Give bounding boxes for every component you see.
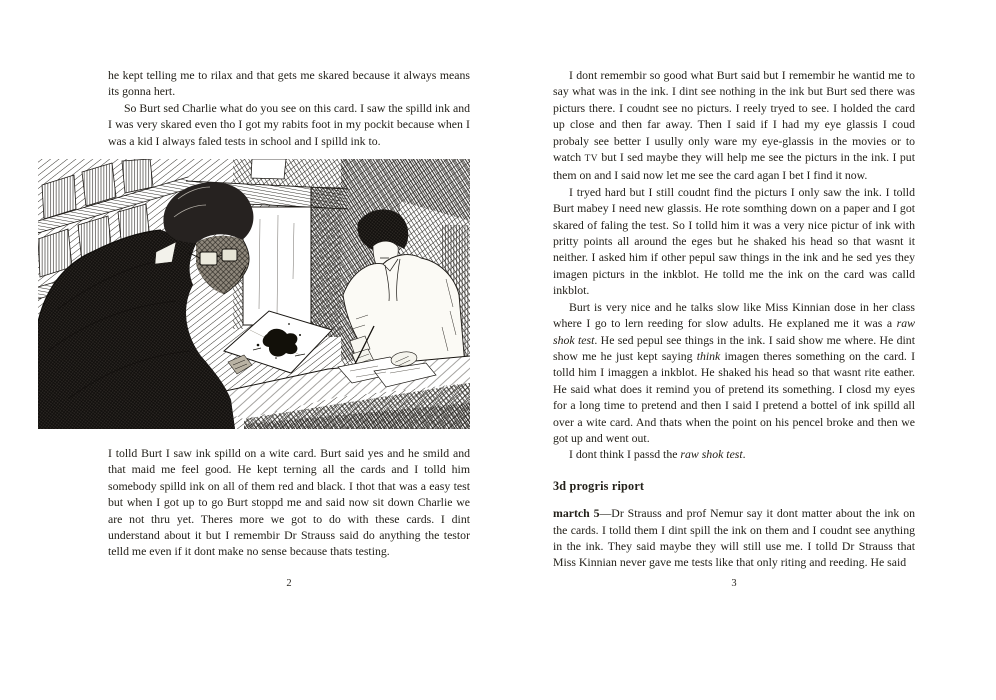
paragraph [553, 299, 915, 447]
illustration-svg [38, 159, 470, 429]
text-segment: but I sed maybe they will help me see the picturs in the ink. I put them on and I said now let me see the card agan I bet I find it now. [553, 150, 915, 183]
paragraph [553, 184, 915, 299]
text-segment: raw shok test [680, 447, 743, 462]
text-segment: TV [584, 154, 598, 165]
page-number-left: 2 [286, 578, 292, 589]
text-segment: Burt is very nice and he talks slow like Miss Kinnian dose in her class where I go to lern reeding for slow adults. He explaned me it was a [553, 299, 915, 331]
text-segment: I dont think I passd the [569, 447, 681, 462]
text-segment: . [742, 447, 746, 462]
right-page [553, 67, 915, 571]
illustration [38, 159, 470, 429]
text-segment: martch 5 [553, 506, 600, 521]
paragraph [553, 67, 915, 184]
text-segment: So Burt sed Charlie what do you see on this card. I saw the spilld ink and I was very skared even tho I got my rabits foot in my pockit because when I was a kid I always faled tests in school and I spilld ink to. [108, 100, 470, 148]
left-page-text-top [108, 67, 470, 149]
text-segment: imagen theres something on the card. I tolld him I imaggen a inkblot. He shaked his head so that wasnt rite eather. He said what does it remind you of pretend its something. I closd my eyes for a long time to pretend and then I said I pretend a bottel of ink spilld all over a wite card. And thats when the point on his pencel broke and then we got up and went out. [553, 348, 915, 445]
text-segment: I dont remembir so good what Burt said but I remembir he wantid me to say what was in the ink. I dint see nothing in the ink but Burt sed there was picturs there. I coudnt see no picturs. I reely tryed to see. I holded the card up close and then far away. Then I said if I had my eye glassis I coud probaly see better I usully only ware my eye-glassis in the movies or to watch [553, 68, 915, 165]
paragraph [108, 100, 470, 149]
paragraph [108, 67, 470, 100]
glasses [200, 252, 217, 265]
paragraph [553, 446, 915, 462]
text-segment: —Dr Strauss and prof Nemur say it dont matter about the ink on the cards. I tolld them I dint spill the ink on them and I coudnt see anything in the ink. They said maybe they will still use me. I tolld Dr Strauss that Miss Kinnian never gave me tests like that only riting and reeding. He said [553, 506, 915, 570]
text-segment: he kept telling me to rilax and that gets me skared because it always means its gonna hert. [108, 68, 470, 99]
text-segment: . He sed pepul see things in the ink. I said show me where. He dint show me he just kept saying [553, 332, 915, 363]
text-segment: 3d progris riport [553, 478, 645, 493]
text-segment: I tryed hard but I still coudnt find the picturs I only saw the ink. I tolld Burt mabey I need new glassis. He rote somthing down on a paper and I got skared of faling the test. So I tolld him it was a very nice pictur of ink with pritty points all around the eges but he shaked his head so that wasnt it neither. I asked him if other pepul saw things in the ink and he sed yes they imagen picturs in the inkblot. He tolld me the ink on the card was calld inkblot. [553, 184, 915, 298]
paragraph [108, 445, 470, 560]
text-segment: think [696, 348, 721, 363]
text-segment: I tolld Burt I saw ink spilld on a wite card. Burt said yes and he smild and that maid me feel good. He kept terning all the cards and I tolld him somebody spilld ink on all of them red and black. I thot that was a easy test but when I got up to go Burt stoppd me and said now sit down Charlie we are not thru yet. Theres more we got to do with these cards. I dint understand about it but I remembir Dr Strauss said do anything the testor telld me even if it dont make no sense because thats testing. [108, 446, 470, 559]
paragraph [553, 505, 915, 571]
page-number-right: 3 [731, 578, 737, 589]
section-heading [553, 478, 915, 494]
text-segment: raw shok test [553, 316, 915, 347]
left-page [108, 67, 470, 560]
left-page-text-bottom [108, 445, 470, 560]
